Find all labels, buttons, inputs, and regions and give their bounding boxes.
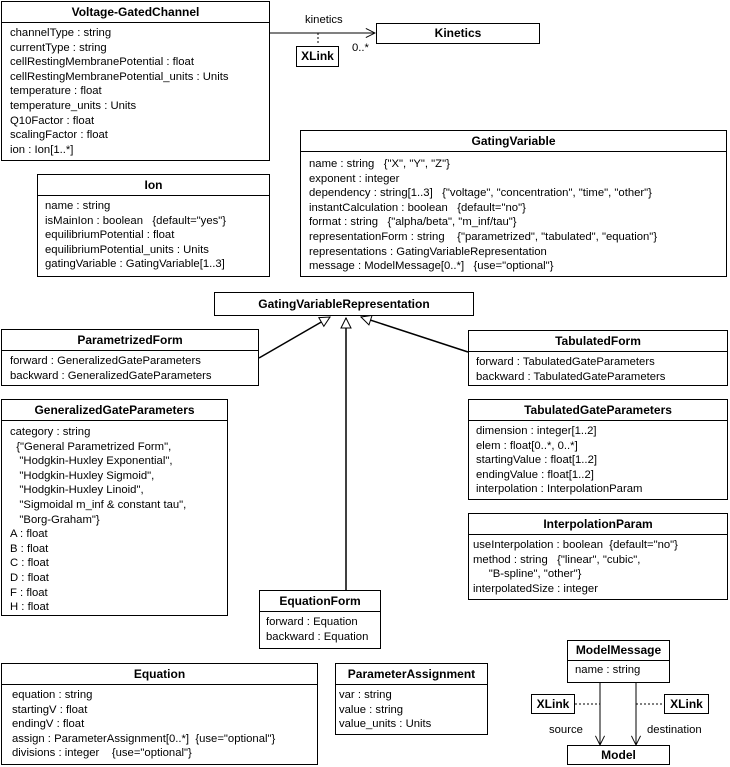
class-attribute: H : float: [10, 601, 49, 614]
class-title: Equation: [2, 664, 317, 685]
class-model-message[interactable]: [567, 640, 670, 683]
class-kinetics[interactable]: [376, 23, 540, 44]
class-xlink-top[interactable]: [296, 46, 339, 67]
class-attribute: equilibriumPotential_units : Units: [45, 243, 209, 256]
class-attribute: representations : GatingVariableRepresentation: [309, 245, 547, 258]
class-attribute: method : string {"linear", "cubic",: [473, 553, 641, 566]
class-title: InterpolationParam: [469, 514, 727, 535]
class-title: ParameterAssignment: [336, 664, 487, 685]
class-attribute: var : string: [339, 689, 392, 701]
class-attribute: message : ModelMessage[0..*] {use="optional"}: [309, 260, 554, 273]
class-attribute: name : string {"X", "Y", "Z"}: [309, 158, 450, 170]
class-attribute: startingV : float: [12, 703, 88, 716]
class-title: Model: [601, 748, 636, 762]
class-attribute: instantCalculation : boolean {default="no"}: [309, 201, 526, 214]
class-attribute: F : float: [10, 586, 48, 599]
class-attribute: gatingVariable : GatingVariable[1..3]: [45, 258, 225, 271]
class-attribute: forward : Equation: [266, 616, 358, 628]
class-title: Kinetics: [434, 26, 482, 40]
class-attribute: backward : Equation: [266, 630, 369, 643]
source-role-label: source: [549, 724, 583, 736]
class-gating-variable[interactable]: [300, 130, 727, 277]
class-attribute: dimension : integer[1..2]: [476, 425, 597, 437]
destination-role-label: destination: [647, 724, 702, 736]
kinetics-role-label: kinetics: [305, 14, 343, 26]
class-title: ModelMessage: [568, 641, 669, 661]
class-title: TabulatedGateParameters: [469, 400, 727, 421]
class-attribute: useInterpolation : boolean {default="no"}: [473, 539, 678, 551]
class-attribute: isMainIon : boolean {default="yes"}: [45, 214, 227, 227]
class-attribute: forward : GeneralizedGateParameters: [10, 355, 201, 367]
class-attribute: backward : GeneralizedGateParameters: [10, 369, 212, 382]
class-attribute: divisions : integer {use="optional"}: [12, 747, 192, 760]
class-xlink-right[interactable]: [664, 694, 709, 714]
class-attribute: category : string: [10, 426, 91, 438]
class-title: EquationForm: [260, 591, 380, 612]
class-attribute: temperature_units : Units: [10, 99, 137, 112]
class-title: XLink: [536, 697, 570, 711]
class-tabulated-gate-parameters[interactable]: [468, 399, 728, 500]
class-tabulated-form[interactable]: [468, 330, 728, 386]
class-title: GatingVariable: [301, 131, 726, 152]
class-attribute: format : string {"alpha/beta", "m_inf/tau"}: [309, 216, 517, 229]
class-attribute: "Borg-Graham"}: [10, 513, 100, 526]
class-title: XLink: [670, 697, 703, 711]
class-attribute: forward : TabulatedGateParameters: [476, 356, 655, 368]
class-attribute: cellRestingMembranePotential : float: [10, 56, 194, 69]
class-model[interactable]: [567, 745, 670, 765]
class-attribute: scalingFactor : float: [10, 129, 108, 142]
class-attribute: name : string: [575, 664, 641, 676]
class-parametrized-form[interactable]: [1, 329, 259, 386]
class-attribute: value : string: [339, 703, 404, 716]
class-interpolation-param[interactable]: [468, 513, 728, 600]
class-title: ParametrizedForm: [2, 330, 258, 351]
class-attribute: Q10Factor : float: [10, 114, 95, 127]
class-gating-variable-representation[interactable]: [214, 292, 474, 316]
class-attribute: equation : string: [12, 689, 93, 701]
class-attribute: value_units : Units: [339, 718, 432, 731]
class-attribute: startingValue : float[1..2]: [476, 454, 597, 467]
class-attribute: representationForm : string {"parametrized", "tabulated", "equation"}: [309, 230, 658, 243]
class-attribute: B : float: [10, 542, 49, 555]
class-title: Ion: [38, 175, 269, 196]
class-attribute: "Hodgkin-Huxley Linoid",: [10, 484, 144, 497]
class-equation-form[interactable]: [259, 590, 381, 649]
class-voltage-gated-channel[interactable]: [1, 1, 270, 161]
class-equation[interactable]: [1, 663, 318, 765]
class-attribute: channelType : string: [10, 27, 112, 39]
class-attribute: endingValue : float[1..2]: [476, 468, 594, 481]
class-attribute: temperature : float: [10, 85, 102, 98]
class-attribute: "Hodgkin-Huxley Exponential",: [10, 455, 173, 468]
class-attribute: C : float: [10, 557, 49, 570]
class-attribute: "Hodgkin-Huxley Sigmoid",: [10, 469, 155, 482]
kinetics-multiplicity-label: 0..*: [352, 42, 369, 54]
class-attribute: assign : ParameterAssignment[0..*] {use="optional"}: [12, 732, 276, 745]
class-title: Voltage-GatedChannel: [2, 2, 269, 23]
class-attribute: endingV : float: [12, 718, 85, 731]
class-parameter-assignment[interactable]: [335, 663, 488, 735]
class-title: GatingVariableRepresentation: [258, 297, 430, 311]
class-attribute: {"General Parametrized Form",: [10, 440, 172, 453]
class-title: TabulatedForm: [469, 331, 727, 352]
class-attribute: interpolatedSize : integer: [473, 582, 598, 595]
class-attribute: name : string: [45, 200, 111, 212]
class-attribute: equilibriumPotential : float: [45, 229, 175, 242]
class-attribute: elem : float[0..*, 0..*]: [476, 439, 578, 452]
tabulated-generalization: [361, 317, 468, 352]
class-attribute: exponent : integer: [309, 172, 400, 185]
class-attribute: D : float: [10, 571, 49, 584]
class-attribute: ion : Ion[1..*]: [10, 143, 74, 156]
class-attribute: backward : TabulatedGateParameters: [476, 370, 666, 383]
class-attribute: cellRestingMembranePotential_units : Units: [10, 70, 229, 83]
class-ion[interactable]: [37, 174, 270, 277]
class-attribute: interpolation : InterpolationParam: [476, 483, 643, 496]
class-attribute: dependency : string[1..3] {"voltage", "concentration", "time", "other"}: [309, 187, 652, 200]
class-attribute: A : float: [10, 528, 48, 541]
class-attribute: "B-spline", "other"}: [473, 568, 582, 581]
class-title: XLink: [301, 49, 334, 63]
class-xlink-left[interactable]: [531, 694, 575, 714]
class-title: GeneralizedGateParameters: [2, 400, 227, 421]
parametrized-generalization: [259, 317, 330, 358]
class-attribute: "Sigmoidal m_inf & constant tau",: [10, 498, 187, 511]
class-generalized-gate-parameters[interactable]: [1, 399, 228, 616]
class-attribute: currentType : string: [10, 41, 107, 54]
